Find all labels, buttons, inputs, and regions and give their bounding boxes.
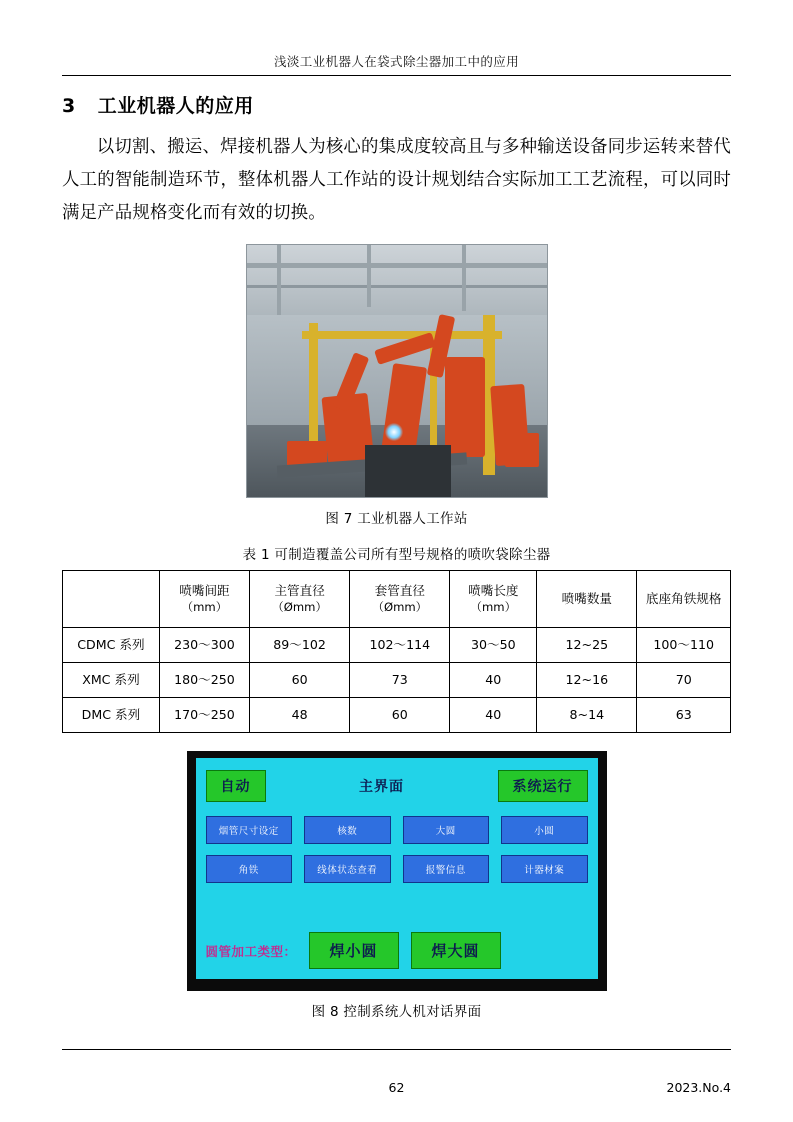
header-name: 喷嘴长度 <box>468 583 519 598</box>
figure-8-caption: 图 8 控制系统人机对话界面 <box>311 1004 482 1020</box>
hmi-run-status-button[interactable]: 系统运行 <box>498 770 588 802</box>
body-paragraph: 以切割、搬运、焊接机器人为核心的集成度较高且与多种输送设备同步运转来替代人工的智能制造环节，整体机器人工作站的设计规划结合实际加工工艺流程，可以同时满足产品规格变化而有效的切换。 <box>62 137 731 223</box>
hmi-weld-large-circle-button[interactable]: 焊大圆 <box>411 932 501 969</box>
photo-machine <box>365 445 451 497</box>
header-unit: （Ømm） <box>272 600 328 614</box>
hmi-pipe-type-label: 圆管加工类型： <box>205 943 297 959</box>
photo-beam <box>247 285 547 288</box>
hmi-weld-small-circle-button[interactable]: 焊小圆 <box>309 932 399 969</box>
hmi-button-large-circle[interactable]: 大圆 <box>403 816 490 844</box>
table-header-cell <box>350 571 450 628</box>
header-name: 喷嘴数量 <box>561 591 613 606</box>
table-cell: CDMC 系列 <box>63 628 160 663</box>
photo-beam <box>277 245 281 315</box>
header-name: 套管直径 <box>374 583 425 598</box>
table-cell: 170～250 <box>159 698 249 733</box>
table-cell: 63 <box>637 698 731 733</box>
table-cell: 60 <box>350 698 450 733</box>
figure-8-block <box>62 751 731 1020</box>
hmi-top-row <box>206 770 588 802</box>
table-header-cell <box>637 571 731 628</box>
spec-table <box>62 570 731 733</box>
photo-beam <box>247 263 547 268</box>
header-name: 喷嘴间距 <box>179 583 230 598</box>
photo-beam <box>462 245 466 311</box>
table-cell: 8~14 <box>537 698 637 733</box>
issue-label: 2023.No.4 <box>666 1080 731 1095</box>
section-number: 3 <box>62 95 76 117</box>
table-cell: 102～114 <box>350 628 450 663</box>
table-header-row <box>63 571 731 628</box>
header-unit: （Ømm） <box>372 600 428 614</box>
hmi-bottom-row <box>206 932 588 969</box>
section-heading <box>62 91 731 118</box>
photo-robot-base <box>505 433 539 467</box>
table-cell: 70 <box>637 663 731 698</box>
photo-robot-arm <box>445 357 485 457</box>
table-cell: 48 <box>250 698 350 733</box>
table-header-cell <box>159 571 249 628</box>
section-title: 工业机器人的应用 <box>97 95 254 117</box>
table-cell: 40 <box>450 698 537 733</box>
hmi-button-alarm-info[interactable]: 报警信息 <box>403 855 490 883</box>
hmi-title: 主界面 <box>359 779 404 795</box>
hmi-button-pipe-size[interactable]: 烟管尺寸设定 <box>206 816 293 844</box>
table-cell: 180～250 <box>159 663 249 698</box>
table-row <box>63 698 731 733</box>
robot-workstation-photo <box>246 244 548 498</box>
figure-7-caption: 图 7 工业机器人工作站 <box>325 511 468 527</box>
photo-beam <box>367 245 371 307</box>
table-header-cell <box>537 571 637 628</box>
hmi-button-count[interactable]: 核数 <box>304 816 391 844</box>
hmi-panel-bezel <box>187 751 607 991</box>
hmi-button-grid <box>206 816 588 883</box>
table-cell: 230～300 <box>159 628 249 663</box>
header-name: 底座角铁规格 <box>645 591 722 606</box>
table-cell: 12~25 <box>537 628 637 663</box>
header-name: 主管直径 <box>274 583 325 598</box>
hmi-button-small-circle[interactable]: 小圆 <box>501 816 588 844</box>
table-header-cell <box>450 571 537 628</box>
running-head: 浅淡工业机器人在袋式除尘器加工中的应用 <box>273 54 520 69</box>
hmi-auto-button[interactable]: 自动 <box>206 770 266 802</box>
table-row <box>63 663 731 698</box>
table-cell: 30～50 <box>450 628 537 663</box>
header-rule <box>62 75 731 76</box>
header-unit: （mm） <box>181 600 228 614</box>
hmi-button-device-records[interactable]: 计器材案 <box>501 855 588 883</box>
photo-weld-spark <box>385 423 403 441</box>
table-cell: 100～110 <box>637 628 731 663</box>
table-header-cell <box>63 571 160 628</box>
table-1-title: 表 1 可制造覆盖公司所有型号规格的喷吹袋除尘器 <box>242 547 551 563</box>
hmi-button-angle-iron[interactable]: 角铁 <box>206 855 293 883</box>
table-header-cell <box>250 571 350 628</box>
footer-rule <box>62 1049 731 1050</box>
figure-7-block <box>62 244 731 527</box>
table-cell: DMC 系列 <box>63 698 160 733</box>
table-cell: 40 <box>450 663 537 698</box>
photo-ceiling <box>247 245 547 315</box>
hmi-screen <box>196 758 598 979</box>
hmi-button-line-status[interactable]: 线体状态查看 <box>304 855 391 883</box>
header-unit: （mm） <box>470 600 517 614</box>
photo-rail <box>302 331 502 339</box>
table-cell: 60 <box>250 663 350 698</box>
page-number: 62 <box>388 1080 405 1095</box>
table-cell: 73 <box>350 663 450 698</box>
table-cell: 12~16 <box>537 663 637 698</box>
table-cell: XMC 系列 <box>63 663 160 698</box>
table-row <box>63 628 731 663</box>
table-cell: 89～102 <box>250 628 350 663</box>
